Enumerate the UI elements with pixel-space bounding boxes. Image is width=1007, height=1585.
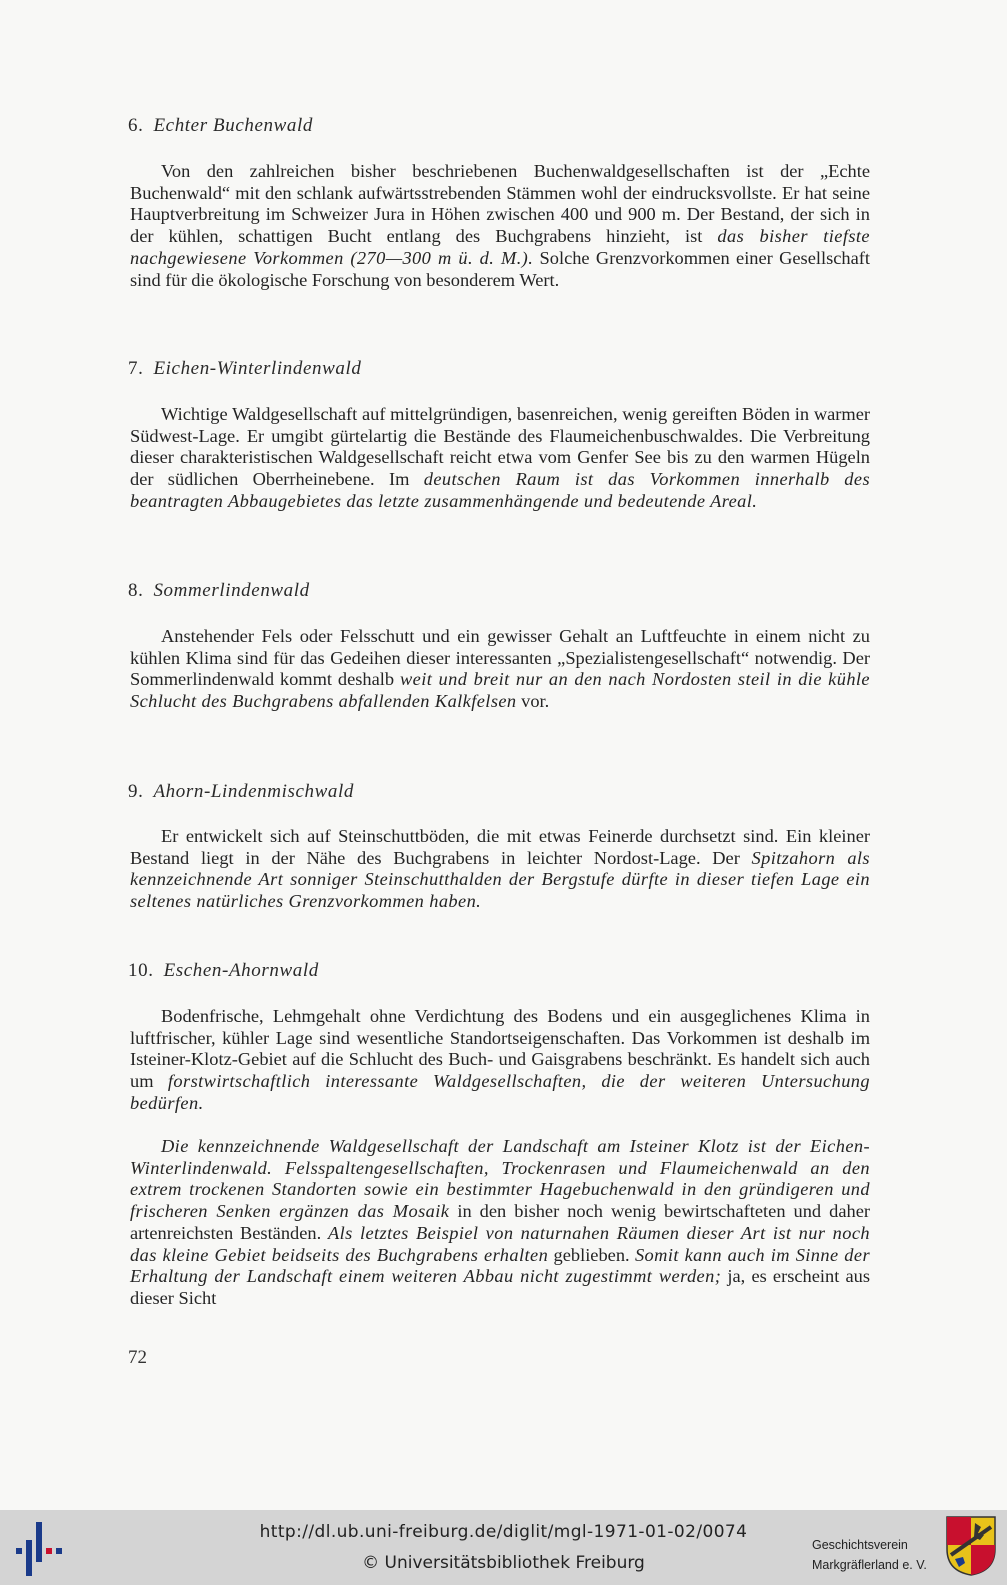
section-heading-10 xyxy=(128,960,319,982)
text-run: in den bisher noch wenig bewirtschafteten und daher artenreichsten Beständen. xyxy=(130,1201,870,1243)
text-run: ja, es erscheint aus dieser Sicht xyxy=(130,1266,870,1308)
section-heading-7 xyxy=(128,358,361,380)
coat-of-arms-icon xyxy=(945,1515,997,1577)
section-number: 8. xyxy=(128,580,144,601)
section-number: 6. xyxy=(128,115,144,136)
paragraph xyxy=(130,1006,870,1115)
emphasized-text: Die kennzeichnende Waldgesellschaft der Landschaft am Isteiner Klotz ist der Eichen-Winterlindenwald. Felsspaltengesellschaften, Trockenrasen und Flaumeichenwald an den extrem trockenen Standorten sowie ein bestimmter Hagebuchenwald in den gründigeren und frischeren Senken ergänzen das Mosaik xyxy=(130,1136,870,1222)
text-run: Von den zahlreichen bisher beschriebenen Buchenwaldgesellschaften ist der „Echte Buchenwald“ mit den schlank aufwärtsstrebenden Stämmen wohl der eindrucksvollste. Er hat seine Hauptverbreitung im Schweizer Jura in Höhen zwischen 400 und 900 m. Der Bestand, der sich in der kühlen, schattigen Bucht entlang des Buchgrabens hinzieht, ist xyxy=(130,161,870,247)
section-title: Eschen-Ahornwald xyxy=(163,960,319,981)
copyright-text: © Universitätsbibliothek Freiburg xyxy=(362,1553,645,1573)
section-title: Ahorn-Lindenmischwald xyxy=(153,781,354,802)
text-run: Solche Grenzvorkommen einer Gesellschaft sind für die ökologische Forschung von besonderem Wert. xyxy=(130,247,870,290)
emphasized-text: deutschen Raum ist das Vorkommen innerhalb des beantragten Abbaugebietes das letzte zusammenhängende und bedeutende Areal. xyxy=(130,469,871,511)
text-run: geblieben. xyxy=(548,1244,635,1265)
section-title: Echter Buchenwald xyxy=(153,115,313,136)
emphasized-text: forstwirtschaftlich interessante Waldgesellschaften, die der weiteren Untersuchung bedürfen. xyxy=(130,1071,870,1113)
text-run: vor. xyxy=(516,691,550,712)
paragraph xyxy=(130,826,870,913)
section-heading-6 xyxy=(128,115,313,137)
section-number: 10. xyxy=(128,960,154,981)
page-number: 72 xyxy=(128,1347,147,1368)
paragraph xyxy=(130,404,870,513)
emphasized-text: Als letztes Beispiel von naturnahen Räumen dieser Art ist nur noch das kleine Gebiet beidseits des Buchgrabens erhalten xyxy=(130,1222,870,1265)
source-url-link[interactable]: http://dl.ub.uni-freiburg.de/diglit/mgl-1971-01-02/0074 xyxy=(259,1522,748,1542)
section-title: Eichen-Winterlindenwald xyxy=(153,358,362,379)
text-run: Anstehender Fels oder Felsschutt und ein gewisser Gehalt an Luftfeuchte in einem nicht zu kühlen Klima sind für das Gedeihen dieser interessanten „Spezialistengesellschaft“ notwendig. Der Sommerlindenwald kommt deshalb xyxy=(130,626,870,690)
footer-bar xyxy=(0,1510,1007,1585)
emphasized-text: Spitzahorn als kennzeichnende Art sonniger Steinschutthalden der Bergstufe dürfte in dieser tiefen Lage ein seltenes natürliches Grenzvorkommen haben. xyxy=(130,847,870,912)
section-number: 7. xyxy=(128,358,144,379)
text-run: Er entwickelt sich auf Steinschuttböden, die mit etwas Feinerde durchsetzt sind. Ein kleiner Bestand liegt in der Nähe des Buchgrabens in leichter Nordost-Lage. Der xyxy=(130,826,870,868)
society-line: Markgräflerland e. V. xyxy=(812,1558,927,1572)
paragraph xyxy=(130,1136,870,1310)
section-heading-9 xyxy=(128,781,354,803)
emphasized-text: weit und breit nur an den nach Nordosten steil in die kühle Schlucht des Buchgrabens abfallenden Kalkfelsen xyxy=(130,669,870,712)
section-number: 9. xyxy=(128,781,144,802)
paragraph xyxy=(130,161,870,291)
society-name xyxy=(812,1535,927,1575)
text-run: Wichtige Waldgesellschaft auf mittelgründigen, basenreichen, wenig gereiften Böden in warmer Südwest-Lage. Er umgibt gürtelartig die Bestände des Flaumeichenbuschwaldes. Die Verbreitung dieser charakteristischen Waldgesellschaft reicht etwa vom Genfer See bis zu den warmen Hügeln der südlichen Oberrheinebene. Im xyxy=(130,404,870,490)
text-run: Bodenfrische, Lehmgehalt ohne Verdichtung des Bodens und ein ausgeglichenes Klima in luftfrischer, kühler Lage sind wesentliche Standortseigenschaften. Das Vorkommen ist deshalb im Isteiner-Klotz-Gebiet auf die Schlucht des Buch- und Gaisgrabens beschränkt. Es handelt sich auch um xyxy=(130,1006,870,1092)
emphasized-text: das bisher tiefste nachgewiesene Vorkommen (270—300 m ü. d. M.). xyxy=(130,226,870,268)
society-line: Geschichtsverein xyxy=(812,1538,908,1552)
section-heading-8 xyxy=(128,580,310,602)
section-title: Sommerlindenwald xyxy=(153,580,310,601)
paragraph xyxy=(130,626,870,713)
emphasized-text: Somit kann auch im Sinne der Erhaltung der Landschaft einem weiteren Abbau nicht zugestimmt werden; xyxy=(130,1244,871,1287)
